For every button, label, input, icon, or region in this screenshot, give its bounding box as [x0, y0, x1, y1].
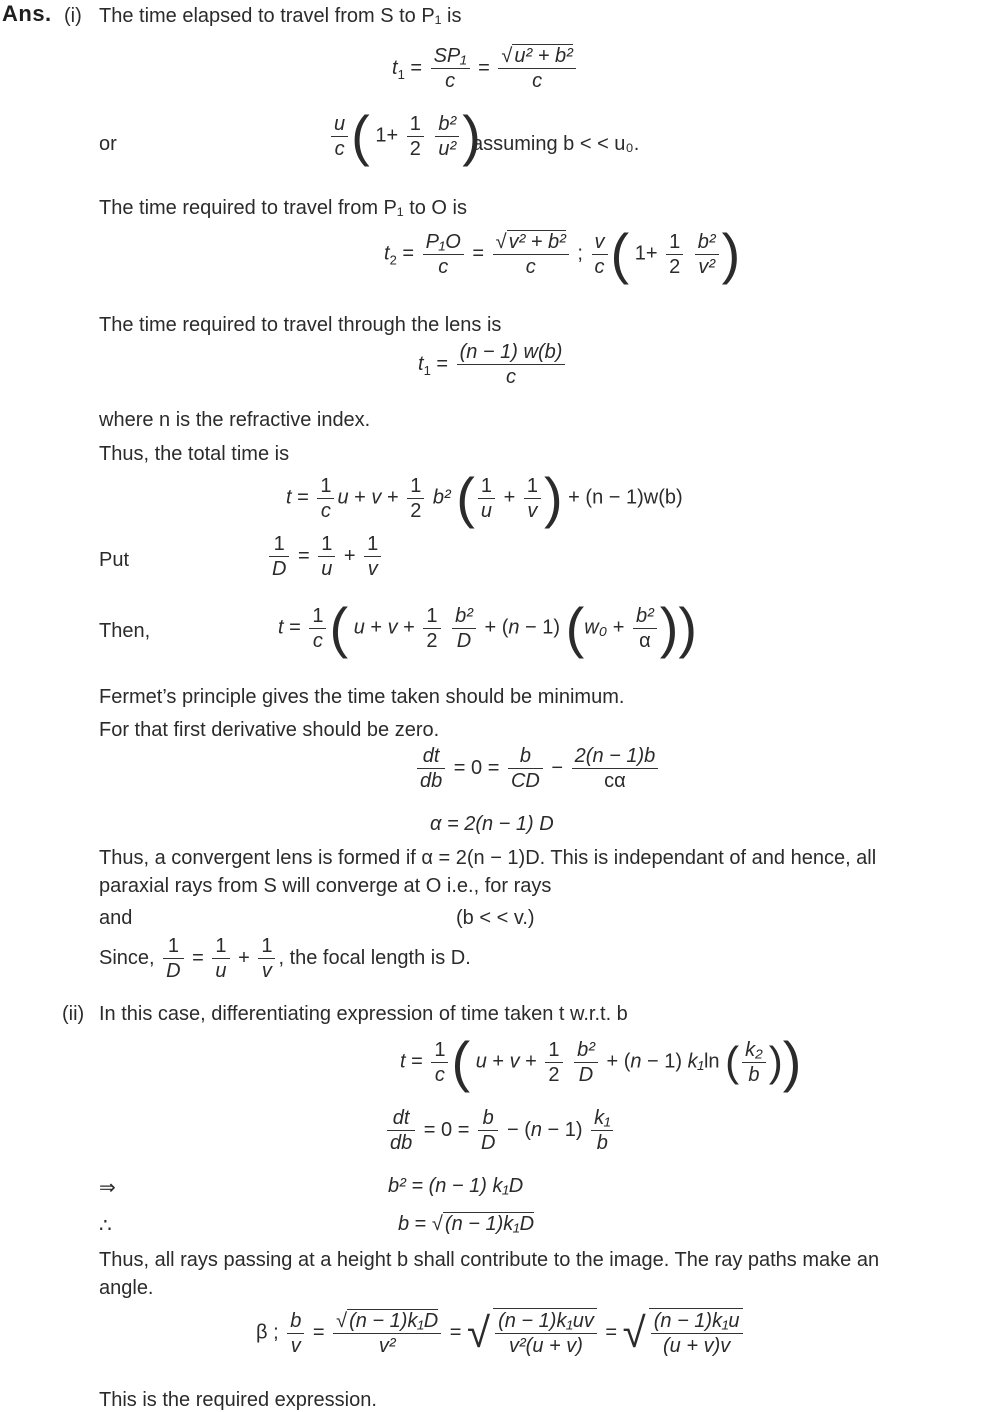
equation-b-root: b = √ (n − 1)k₁D	[398, 1213, 535, 1235]
text-line-8: Thus, a convergent lens is formed if α = 2(n − 1)D. This is independant of and hence, all	[99, 847, 877, 869]
equation-t-part2: t = $\frac{1}{c}$ ( u + v + $\frac{1}{2}$ $\frac{\text{b²}}{D}$ + (n − 1) k₁ln ( $\frac{\text{k₂}}{b}$ ))	[400, 1030, 802, 1093]
and-condition: (b < < v.)	[456, 907, 535, 929]
text-line-11: Thus, all rays passing at a height b shall contribute to the image. The ray paths make an	[99, 1249, 880, 1271]
answer-label: Ans.	[2, 1, 52, 26]
text-line-13: This is the required expression.	[99, 1389, 377, 1411]
equation-put-D: $\frac{1}{D}$ = $\frac{1}{u}$ + $\frac{1}{v}$	[266, 532, 384, 581]
text-line-10: In this case, differentiating expression of time taken t w.r.t. b	[99, 1003, 628, 1025]
put-label: Put	[99, 549, 130, 571]
equation-total-time: t = $\frac{1}{c}$ u + v + $\frac{1}{2}$ b² ( $\frac{1}{u}$ + $\frac{1}{v}$ ) + (n − 1)w(b)	[286, 466, 683, 529]
equation-approx-1: $\frac{u}{c}$ ( 1+ $\frac{1}{2}$ $\frac{\text{b²}}{\text{u²}}$ )	[328, 108, 481, 164]
implies-symbol: ⇒	[99, 1177, 116, 1199]
assumption-text: assuming b < < u₀.	[472, 133, 640, 155]
equation-derivative-2: $\frac{dt}{db}$ = 0 = $\frac{b}{D}$ − (n − 1) $\frac{\text{k₁}}{b}$	[384, 1106, 616, 1155]
text-line-3: The time required to travel through the lens is	[99, 314, 502, 336]
text-line-4: where n is the refractive index.	[99, 409, 371, 431]
equation-t1: $t_1$ = $\frac{\text{SP₁}}{c}$ = $\frac{\text{√ u² + b²}}{c}$	[392, 44, 579, 93]
and-label: and	[99, 907, 133, 929]
text-line-7: For that first derivative should be zero.	[99, 719, 440, 741]
part-i-label: (i)	[64, 5, 82, 27]
text-line-2: The time required to travel from P₁ to O is	[99, 197, 467, 219]
equation-b-squared: b² = (n − 1) k₁D	[388, 1175, 524, 1197]
text-line-12: angle.	[99, 1277, 154, 1299]
text-line-9: paraxial rays from S will converge at O i.e., for rays	[99, 875, 552, 897]
equation-then: t = $\frac{1}{c}$ ( u + v + $\frac{1}{2}$ $\frac{\text{b²}}{D}$ + (n − 1) (w₀ + $\frac{\text{b²}}{\alpha}$ ))	[278, 596, 698, 659]
equation-alpha: α = 2(n − 1) D	[430, 813, 554, 835]
part-ii-label: (ii)	[62, 1003, 85, 1025]
equation-beta: β ; $\frac{b}{v}$ = $\frac{\text{√ (n − 1)k₁D}}{\text{v²}}$ = √ $\frac{\text{(n − 1)k₁uv}}{\text{v²(u + v)}}$ = √ $\frac{\text{(n − 1)k₁u}}{(u + v)v}$	[256, 1308, 746, 1358]
then-label: Then,	[99, 620, 151, 642]
or-label: or	[99, 133, 117, 155]
since-statement: Since, $\frac{1}{D}$ = $\frac{1}{u}$ + $\frac{1}{v}$ , the focal length is D.	[99, 935, 471, 982]
equation-derivative: $\frac{dt}{db}$ = 0 = $\frac{b}{CD}$ − $\frac{2(n - 1)b}{c\alpha}$	[414, 744, 661, 793]
equation-t2: $t_2$ = $\frac{\text{P₁O}}{c}$ = $\frac{\text{√ v² + b²}}{c}$ ; $\frac{v}{c}$ ( 1+ $\frac{1}{2}$ $\frac{\text{b²}}{\text{v²}}$ )	[384, 222, 741, 285]
text-line-1: The time elapsed to travel from S to P₁ is	[99, 5, 462, 27]
therefore-symbol: ∴	[99, 1215, 112, 1237]
equation-lens-time: $t_1$ = $\frac{(n - 1) w(b)}{c}$	[418, 340, 568, 389]
text-line-5: Thus, the total time is	[99, 443, 290, 465]
text-line-6: Fermet’s principle gives the time taken should be minimum.	[99, 686, 625, 708]
